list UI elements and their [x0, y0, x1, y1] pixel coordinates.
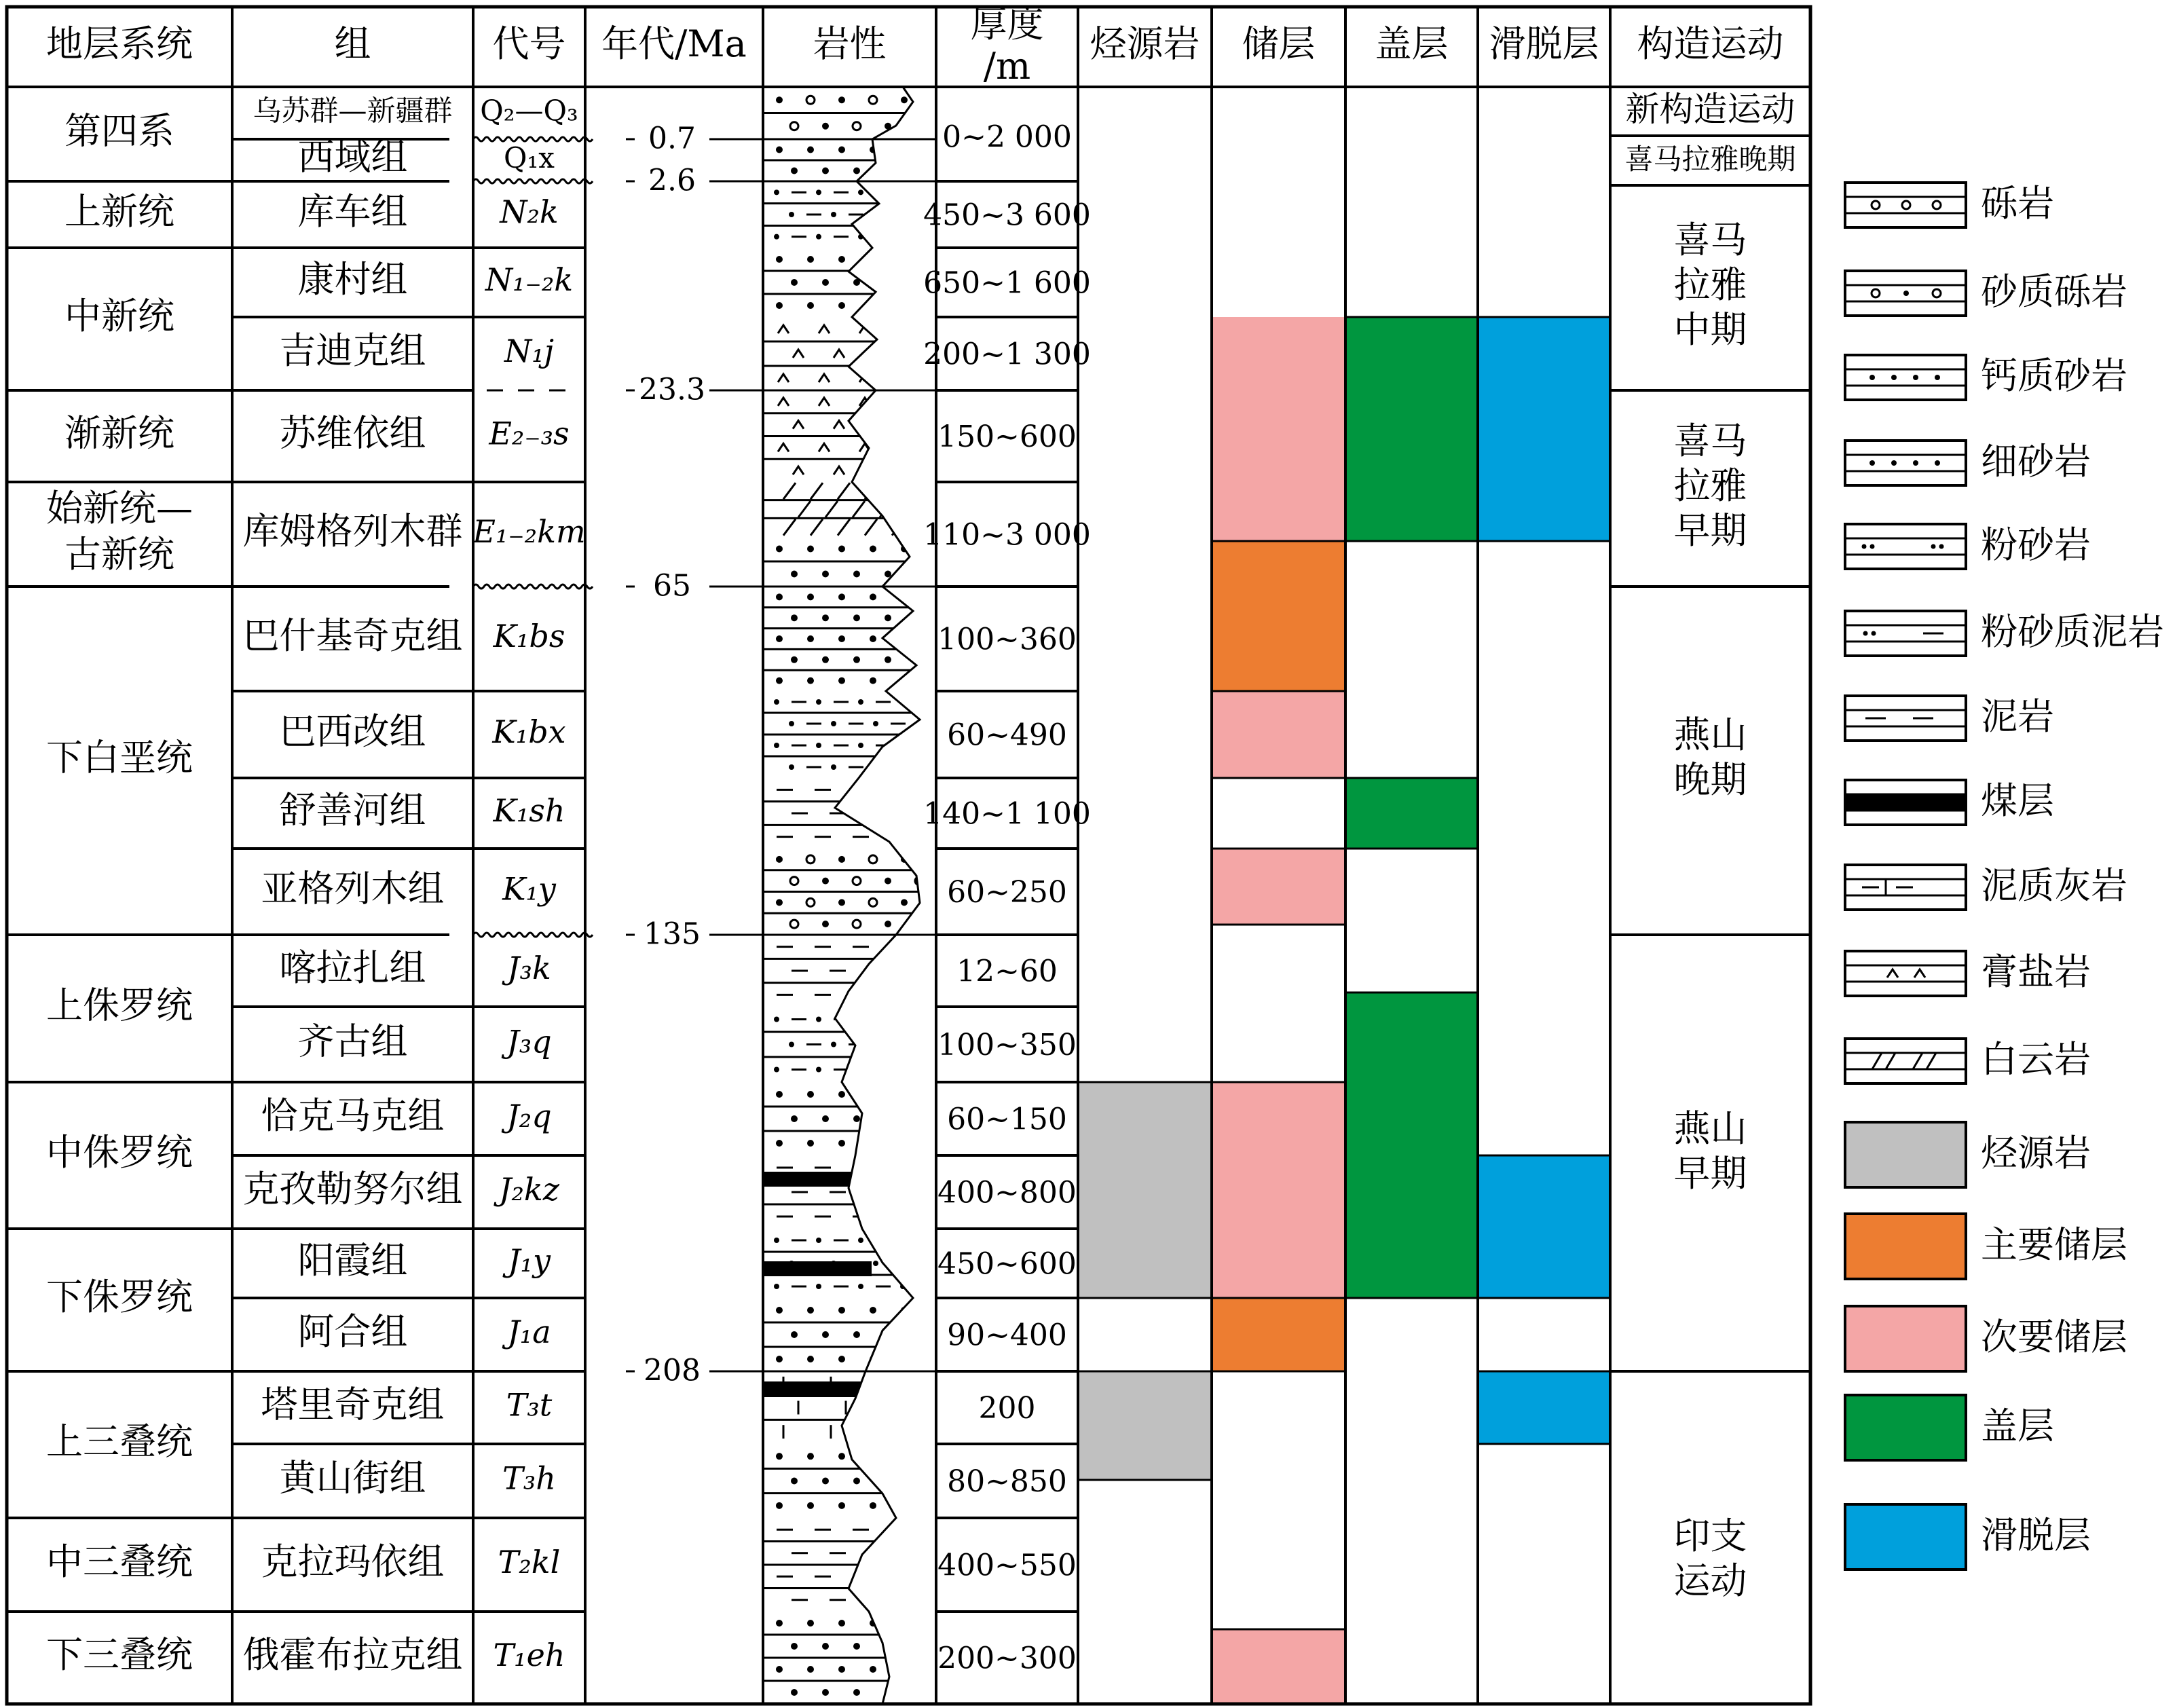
detachment-box: [1478, 317, 1610, 541]
header-age: 年代/Ma: [601, 22, 747, 65]
thickness-value: 400~550: [937, 1548, 1077, 1583]
source-rock-box: [1078, 1082, 1212, 1298]
formation-name: 俄霍布拉克组: [242, 1633, 463, 1676]
legend-label: 钙质砂岩: [1981, 354, 2127, 397]
formation-name: 克拉玛依组: [261, 1540, 445, 1583]
system-4: 始新统—: [46, 487, 193, 530]
legend-label: 粉砂岩: [1981, 523, 2091, 566]
header-tectonic: 构造运动: [1637, 22, 1784, 65]
formation-name: 黄山街组: [279, 1456, 426, 1500]
thickness-value: 12~60: [956, 954, 1058, 989]
tectonic-event: 中期: [1673, 308, 1747, 351]
formation-code: Q₂—Q₃: [480, 94, 578, 128]
tectonic-event: 印支: [1673, 1515, 1747, 1557]
legend-item-6: [1845, 695, 2054, 741]
system-1: 上新统: [64, 190, 174, 233]
legend-label: 盖层: [1981, 1405, 2054, 1447]
system-9: 上三叠统: [46, 1420, 193, 1463]
formation-name: 康村组: [297, 258, 408, 301]
formation-name: 苏维依组: [279, 411, 426, 455]
legend-label: 煤层: [1981, 779, 2054, 822]
legend-label: 白云岩: [1981, 1038, 2091, 1081]
header-thickness: 厚度: [970, 3, 1044, 45]
thickness-value: 100~360: [937, 622, 1077, 657]
main-reservoir-box: [1212, 1298, 1345, 1371]
thickness-value: 400~800: [937, 1175, 1077, 1210]
formation-code: N₁j: [504, 333, 554, 369]
secondary-reservoir-box: [1212, 317, 1345, 541]
secondary-reservoir-box: [1212, 1629, 1345, 1704]
tectonic-event: 燕山: [1673, 713, 1747, 756]
thickness-value: 110~3 000: [923, 517, 1091, 553]
formation-code: T₁eh: [493, 1637, 565, 1673]
formation-name: 阳霞组: [297, 1239, 408, 1282]
thickness-value: 0~2 000: [942, 119, 1072, 155]
formation-code: E₁₋₂km: [472, 513, 586, 550]
legend-label: 主要储层: [1981, 1223, 2127, 1266]
tectonic-event: 喜马: [1673, 420, 1747, 462]
formation-code: N₂k: [500, 193, 559, 230]
legend-label: 粉砂质泥岩: [1981, 610, 2164, 653]
detachment-box: [1478, 1371, 1610, 1444]
formation-name: 西域组: [297, 136, 408, 179]
tectonic-event: 早期: [1673, 509, 1747, 552]
thickness-value: 80~850: [947, 1464, 1067, 1499]
caprock-box: [1345, 317, 1478, 541]
formation-name: 亚格列木组: [261, 867, 445, 910]
age-value: 2.6: [648, 163, 696, 198]
secondary-reservoir-box: [1212, 691, 1345, 778]
formation-code: J₂kz: [499, 1171, 559, 1208]
tectonic-event: 喜马: [1673, 219, 1747, 261]
tectonic-event: 运动: [1673, 1559, 1747, 1602]
age-value: 0.7: [648, 121, 696, 156]
formation-name: 舒善河组: [279, 789, 426, 832]
legend-label: 砾岩: [1981, 182, 2054, 225]
tectonic-event: 拉雅: [1673, 263, 1747, 306]
header-source-rock: 烃源岩: [1090, 22, 1200, 65]
thickness-value: 60~490: [947, 718, 1067, 753]
legend-item-0: [1845, 182, 2054, 227]
thickness-value: 200~1 300: [923, 337, 1091, 372]
thickness-value: 150~600: [937, 420, 1077, 454]
legend-label: 次要储层: [1981, 1316, 2127, 1358]
thickness-value: 90~400: [947, 1318, 1067, 1353]
thickness-value: 140~1 100: [923, 796, 1091, 832]
system-7: 中侏罗统: [46, 1131, 193, 1174]
formation-name: 库车组: [297, 190, 408, 233]
header-formation: 组: [334, 22, 371, 65]
tectonic-event: 拉雅: [1673, 464, 1747, 507]
header-code: 代号: [492, 22, 566, 65]
formation-name: 吉迪克组: [279, 329, 426, 372]
thickness-value: 60~250: [947, 875, 1067, 910]
header-detachment: 滑脱层: [1489, 22, 1599, 65]
formation-name: 巴什基奇克组: [242, 614, 463, 657]
header-system: 地层系统: [46, 22, 193, 65]
legend-label: 泥质灰岩: [1981, 864, 2127, 907]
age-value: 208: [644, 1353, 701, 1388]
thickness-value: 650~1 600: [923, 265, 1091, 301]
formation-code: T₃h: [502, 1460, 556, 1497]
tectonic-event: 早期: [1673, 1152, 1747, 1195]
system-5: 下白垩统: [46, 736, 193, 779]
detachment-box: [1478, 1155, 1610, 1298]
caprock-box: [1345, 778, 1478, 849]
formation-code: Q₁x: [504, 141, 555, 174]
formation-code: K₁sh: [493, 792, 565, 829]
legend-label: 滑脱层: [1981, 1514, 2091, 1557]
lithology-column: [763, 87, 939, 1704]
formation-name: 乌苏群—新疆群: [253, 94, 453, 128]
formation-name: 塔里奇克组: [261, 1383, 445, 1426]
formation-name: 阿合组: [297, 1310, 408, 1353]
header-thickness-unit: /m: [983, 45, 1031, 88]
formation-name: 喀拉扎组: [279, 946, 426, 989]
caprock-box: [1345, 992, 1478, 1298]
formation-code: J₃q: [506, 1023, 552, 1060]
tectonic-event: 燕山: [1673, 1107, 1747, 1150]
age-value: 135: [644, 916, 701, 952]
formation-name: 克孜勒努尔组: [242, 1168, 463, 1210]
age-value: 65: [653, 568, 691, 604]
system-0: 第四系: [64, 109, 174, 153]
age-value: 23.3: [639, 372, 705, 407]
system-10: 中三叠统: [46, 1540, 193, 1583]
formation-code: K₁y: [502, 870, 556, 908]
tectonic-event: 新构造运动: [1625, 90, 1795, 129]
formation-code: T₂kl: [498, 1544, 561, 1580]
legend-item-5: [1845, 610, 2164, 656]
header-reservoir: 储层: [1242, 22, 1316, 65]
formation-name: 巴西改组: [279, 710, 426, 753]
formation-code: J₂q: [506, 1098, 552, 1134]
thickness-value: 100~350: [937, 1028, 1077, 1062]
thickness-value: 200: [978, 1391, 1036, 1426]
legend-item-2: [1845, 354, 2127, 400]
thickness-value: 60~150: [947, 1102, 1067, 1137]
thickness-value: 450~3 600: [923, 198, 1091, 233]
system-8: 下侏罗统: [46, 1276, 193, 1318]
tectonic-event: 晚期: [1673, 758, 1747, 801]
system-11: 下三叠统: [46, 1633, 193, 1676]
tectonic-event: 喜马拉雅晚期: [1624, 143, 1796, 176]
secondary-reservoir-box: [1212, 849, 1345, 925]
thickness-value: 450~600: [937, 1246, 1077, 1282]
legend-label: 砂质砾岩: [1981, 270, 2127, 313]
formation-code: T₃t: [506, 1386, 553, 1424]
formation-code: J₃k: [507, 950, 551, 986]
legend-item-1: [1845, 270, 2127, 316]
system-2: 中新统: [64, 295, 174, 337]
formation-code: J₁a: [507, 1314, 551, 1350]
legend-item-8: [1845, 864, 2127, 910]
main-reservoir-box: [1212, 541, 1345, 691]
formation-code: J₁y: [508, 1242, 551, 1279]
formation-name: 库姆格列木群: [242, 510, 463, 553]
thickness-value: 200~300: [937, 1641, 1077, 1676]
legend-label: 细砂岩: [1981, 440, 2091, 483]
header-lithology: 岩性: [813, 22, 887, 65]
header-caprock: 盖层: [1375, 22, 1449, 65]
system-3: 渐新统: [64, 411, 174, 455]
source-rock-box: [1078, 1371, 1212, 1480]
formation-code: K₁bs: [493, 618, 565, 654]
system-6: 上侏罗统: [46, 984, 193, 1027]
legend-label: 泥岩: [1981, 695, 2054, 738]
formation-code: E₂₋₃s: [489, 415, 570, 452]
legend-label: 膏盐岩: [1981, 950, 2091, 993]
secondary-reservoir-box: [1212, 1082, 1345, 1298]
legend-item-7: [1845, 779, 2054, 825]
formation-name: 齐古组: [297, 1020, 408, 1063]
formation-name: 恰克马克组: [261, 1094, 445, 1137]
legend-label: 烃源岩: [1981, 1132, 2091, 1174]
formation-code: N₁₋₂k: [485, 261, 574, 298]
system-4-line2: 古新统: [64, 533, 174, 576]
formation-code: K₁bx: [492, 713, 566, 750]
